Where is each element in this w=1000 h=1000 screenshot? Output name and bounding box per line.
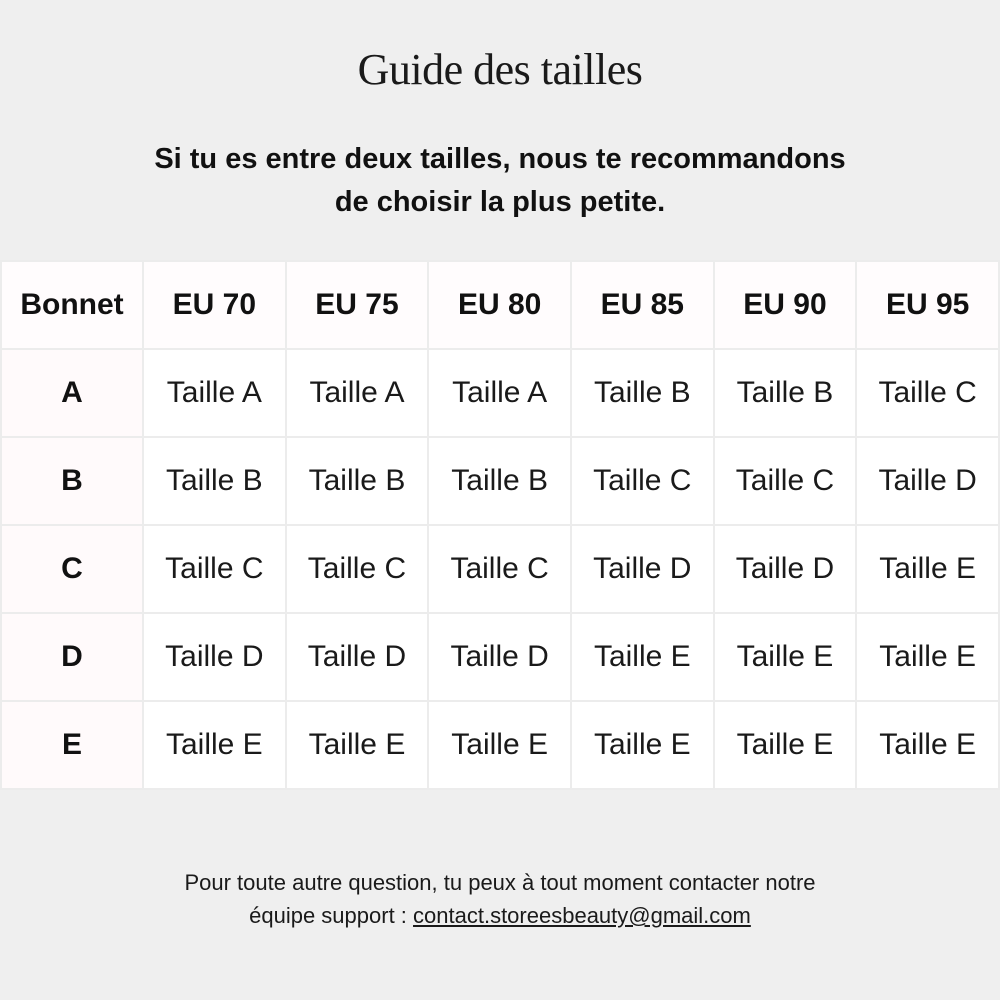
table-cell: Taille C	[571, 437, 714, 525]
table-cell: Taille D	[428, 613, 571, 701]
table-cell: Taille B	[286, 437, 429, 525]
row-cup-label: B	[1, 437, 143, 525]
row-cup-label: C	[1, 525, 143, 613]
table-row	[1, 701, 999, 789]
support-note-prefix: équipe support :	[249, 903, 414, 928]
table-cell: Taille E	[714, 613, 857, 701]
header-eu70: EU 70	[143, 261, 286, 349]
table-row	[1, 525, 999, 613]
size-guide-table	[0, 260, 1000, 790]
header-eu90: EU 90	[714, 261, 857, 349]
table-row	[1, 349, 999, 437]
support-note	[50, 866, 950, 932]
table-cell: Taille E	[856, 613, 999, 701]
table-cell: Taille C	[714, 437, 857, 525]
size-advice	[50, 138, 950, 224]
header-eu85: EU 85	[571, 261, 714, 349]
row-cup-label: A	[1, 349, 143, 437]
table-cell: Taille E	[856, 701, 999, 789]
support-note-line-2	[50, 899, 950, 932]
row-cup-label: D	[1, 613, 143, 701]
table-cell: Taille C	[286, 525, 429, 613]
page-title: Guide des tailles	[357, 45, 643, 94]
table-cell: Taille C	[143, 525, 286, 613]
table-cell: Taille D	[856, 437, 999, 525]
table-row	[1, 437, 999, 525]
table-cell: Taille D	[571, 525, 714, 613]
table-cell: Taille E	[428, 701, 571, 789]
support-note-line-1: Pour toute autre question, tu peux à tout moment contacter notre	[184, 870, 816, 895]
header-eu75: EU 75	[286, 261, 429, 349]
table-cell: Taille E	[856, 525, 999, 613]
table-row	[1, 613, 999, 701]
table-cell: Taille D	[286, 613, 429, 701]
table-cell: Taille E	[143, 701, 286, 789]
table-cell: Taille A	[428, 349, 571, 437]
size-advice-line-1: Si tu es entre deux tailles, nous te recommandons	[154, 143, 846, 175]
table-cell: Taille B	[428, 437, 571, 525]
table-cell: Taille B	[714, 349, 857, 437]
table-cell: Taille B	[143, 437, 286, 525]
table-cell: Taille C	[856, 349, 999, 437]
header-eu95: EU 95	[856, 261, 999, 349]
table-cell: Taille E	[286, 701, 429, 789]
header-eu80: EU 80	[428, 261, 571, 349]
support-email-link[interactable]: contact.storeesbeauty@gmail.com	[413, 903, 751, 928]
table-cell: Taille D	[714, 525, 857, 613]
size-advice-line-2: de choisir la plus petite.	[334, 186, 666, 218]
table-cell: Taille A	[143, 349, 286, 437]
row-cup-label: E	[1, 701, 143, 789]
table-cell: Taille E	[571, 701, 714, 789]
table-header-row	[1, 261, 999, 349]
table-cell: Taille B	[571, 349, 714, 437]
table-cell: Taille E	[714, 701, 857, 789]
table-cell: Taille C	[428, 525, 571, 613]
table-cell: Taille A	[286, 349, 429, 437]
header-cup: Bonnet	[1, 261, 143, 349]
table-cell: Taille D	[143, 613, 286, 701]
table-cell: Taille E	[571, 613, 714, 701]
